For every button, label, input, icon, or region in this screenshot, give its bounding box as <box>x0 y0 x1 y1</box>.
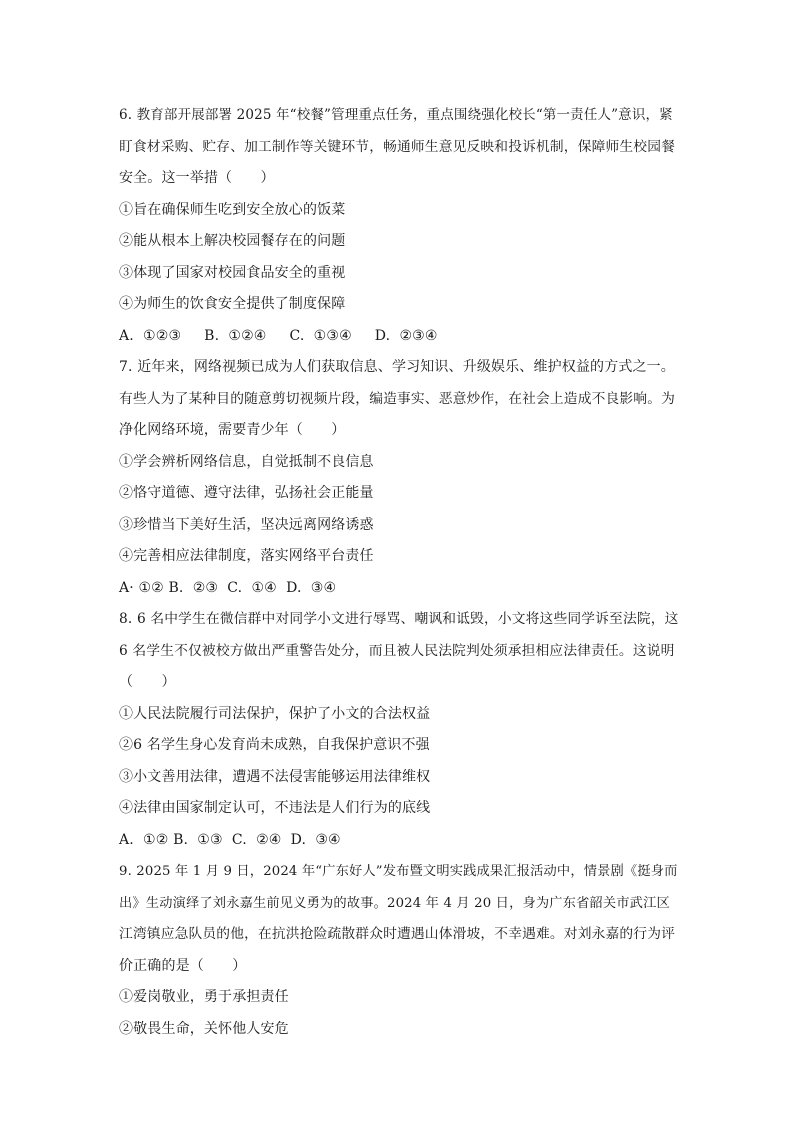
answer-options: A. ①②③ B. ①②④ C. ①③④ D. ②③④ <box>119 327 438 344</box>
statement-item: ④完善相应法律制度，落实网络平台责任 <box>119 548 374 564</box>
question-stem-line: 有些人为了某种目的随意剪切视频片段，编造事实、恶意炒作，在社会上造成不良影响。为 <box>119 390 676 407</box>
question-stem-line: 8. 6 名中学生在微信群中对同学小文进行辱骂、嘲讽和诋毁，小文将这些同学诉至法院，这 <box>119 611 679 627</box>
statement-item: ①爱岗敬业，勇于承担责任 <box>119 989 289 1005</box>
question-stem-line: 江湾镇应急队员的他，在抗洪抢险疏散群众时遭遇山体滑坡，不幸遇难。对刘永嘉的行为评 <box>119 926 676 942</box>
question-stem-line: 安全。这一举措（ ） <box>119 170 275 186</box>
question-stem-line: 6. 教育部开展部署 2025 年“校餐”管理重点任务，重点围绕强化校长“第一责任人”意识，紧 <box>119 107 673 123</box>
statement-item: ③珍惜当下美好生活，坚决远离网络诱惑 <box>119 516 374 533</box>
question-stem-line: 9. 2025 年 1 月 9 日，2024 年“广东好人”发布暨文明实践成果汇报活动中，情景剧《挺身而 <box>119 864 678 879</box>
statement-item: ③体现了国家对校园食品安全的重视 <box>119 264 346 281</box>
question-stem-line: 净化网络环境，需要青少年（ ） <box>119 422 346 438</box>
statement-item: ④为师生的饮食安全提供了制度保障 <box>119 296 346 312</box>
statement-item: ②能从根本上解决校园餐存在的问题 <box>119 233 346 249</box>
answer-options: A· ①② B. ②③ C. ①④ D. ③④ <box>119 579 337 596</box>
question-7 <box>119 352 679 604</box>
question-stem-line: 7. 近年来，网络视频已成为人们获取信息、学习知识、升级娱乐、维护权益的方式之一。 <box>119 359 675 375</box>
question-6 <box>119 100 679 352</box>
statement-item: ②恪守道德、遵守法律，弘扬社会正能量 <box>119 485 374 501</box>
statement-item: ③小文善用法律，遭遇不法侵害能够运用法律维权 <box>119 768 431 785</box>
statement-item: ①旨在确保师生吃到安全放心的饭菜 <box>119 201 346 218</box>
question-9 <box>119 856 679 1045</box>
statement-item: ①人民法院履行司法保护，保护了小文的合法权益 <box>119 705 431 722</box>
statement-item: ④法律由国家制定认可，不违法是人们行为的底线 <box>119 800 431 816</box>
statement-item: ②敬畏生命，关怀他人安危 <box>119 1020 289 1037</box>
statement-item: ②6 名学生身心发育尚未成熟，自我保护意识不强 <box>119 737 430 753</box>
questions-container <box>119 100 679 1045</box>
question-stem-line: 出》生动演绎了刘永嘉生前见义勇为的故事。2024 年 4 月 20 日，身为广东省韶关市武江区 <box>119 895 670 911</box>
question-stem-line: 6 名学生不仅被校方做出严重警告处分，而且被人民法院判处须承担相应法律责任。这说明 <box>119 642 675 659</box>
question-stem-line: 价正确的是（ ） <box>119 957 247 974</box>
question-8 <box>119 604 679 856</box>
question-stem-line: 盯食材采购、贮存、加工制作等关键环节，畅通师生意见反映和投诉机制，保障师生校园餐 <box>119 138 676 155</box>
statement-item: ①学会辨析网络信息，自觉抵制不良信息 <box>119 453 374 470</box>
question-stem-line: （ ） <box>119 674 176 690</box>
answer-options: A. ①② B. ①③ C. ②④ D. ③④ <box>119 831 341 848</box>
